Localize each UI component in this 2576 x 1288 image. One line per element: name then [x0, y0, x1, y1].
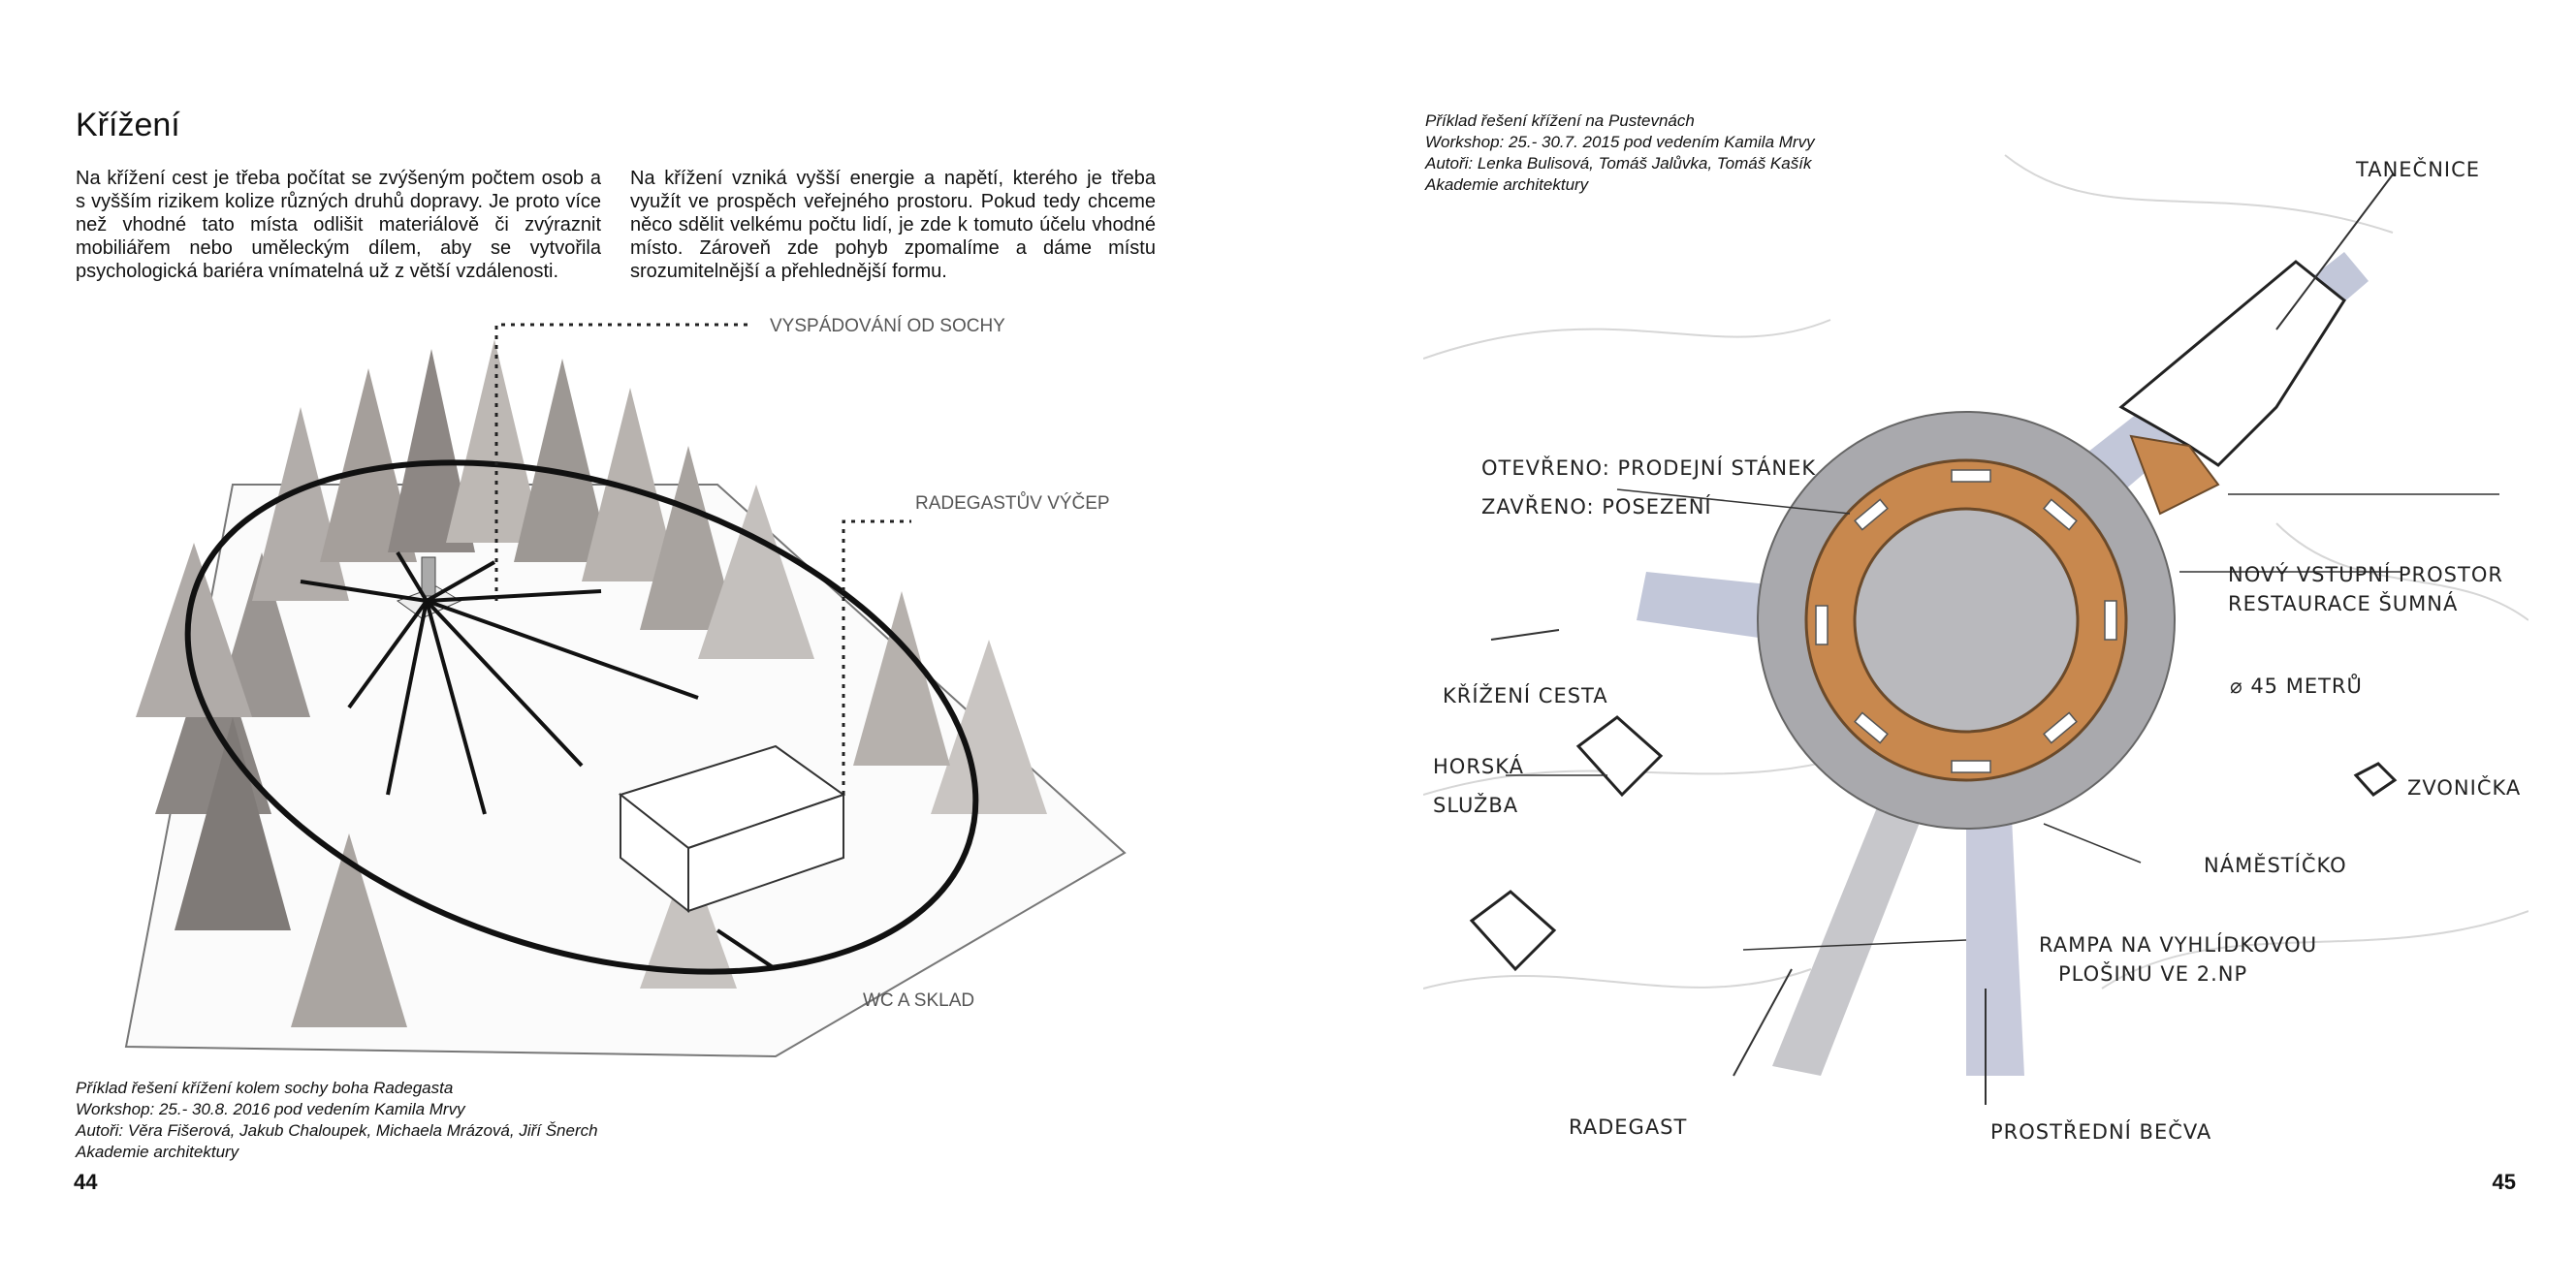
label-becva: PROSTŘEDNÍ BEČVA: [1990, 1120, 2212, 1144]
label-rampa-1: RAMPA NA VYHLÍDKOVOU: [2039, 933, 2318, 957]
label-horska-2: SLUŽBA: [1433, 794, 1519, 817]
label-vycep: RADEGASTŮV VÝČEP: [915, 493, 1110, 514]
label-krizeni: KŘÍŽENÍ CESTA: [1443, 684, 1608, 707]
label-namesticko: NÁMĚSTÍČKO: [2204, 854, 2347, 877]
label-prumer: ⌀ 45 METRŮ: [2230, 675, 2363, 698]
inner-plaza: [1855, 509, 2078, 732]
site-plan: [1423, 116, 2528, 1163]
label-tanecnice: TANEČNICE: [2356, 158, 2481, 181]
label-horska-1: HORSKÁ: [1433, 755, 1525, 778]
figure-caption-right: Příklad řešení křížení na Pustevnách Workshop: 25.- 30.7. 2015 pod vedením Kamila Mrvy Autoři: Lenka Bulisová, Tomáš Jalůvka, Tomáš Kašík Akademie architektury: [1425, 111, 1815, 194]
right-page: [1288, 0, 2576, 1288]
label-otevreno: OTEVŘENO: PRODEJNÍ STÁNEK: [1481, 456, 1817, 480]
label-novy-vstup-1: NOVÝ VSTUPNÍ PROSTOR: [2228, 563, 2503, 586]
label-rampa-2: PLOŠINU VE 2.NP: [2058, 962, 2248, 986]
paragraph-2: Na křížení vzniká vyšší energie a napětí, kterého je třeba využít ve prospěch veřejného prostoru. Pokud tedy chceme něco sdělit velkému počtu lidí, je zde k tomuto účelu vhodné místo. Zároveň zde pohyb zpomalíme a dáme místu srozumitelnější a přehlednější formu.: [630, 168, 1156, 282]
page-number-right: 45: [2492, 1170, 2516, 1194]
label-novy-vstup-2: RESTAURACE ŠUMNÁ: [2228, 592, 2459, 615]
page-number-left: 44: [74, 1170, 98, 1194]
paragraph-1: Na křížení cest je třeba počítat se zvýšeným počtem osob a s vyšším rizikem kolize různých druhů dopravy. Je proto více než vhodné tato místa odlišit materiálově či zvýraznit mobiliářem nebo uměleckým dílem, aby se vytvořila psychologická bariéra vnímatelná už z větší vzdálenosti.: [76, 168, 601, 282]
page-title: Křížení: [76, 107, 180, 143]
axonometric-diagram: [97, 310, 1163, 1066]
figure-caption-left: Příklad řešení křížení kolem sochy boha Radegasta Workshop: 25.- 30.8. 2016 pod vedením Kamila Mrvy Autoři: Věra Fišerová, Jakub Chaloupek, Michaela Mrázová, Jiří Šnerch Akademie architektury: [76, 1079, 598, 1161]
label-zvonicka: ZVONIČKA: [2407, 776, 2522, 800]
label-radegast: RADEGAST: [1569, 1115, 1688, 1139]
label-wc: WC A SKLAD: [863, 990, 975, 1011]
label-zavreno: ZAVŘENO: POSEZENÍ: [1481, 495, 1712, 518]
label-vyspadovani: VYSPÁDOVÁNÍ OD SOCHY: [770, 316, 1005, 336]
